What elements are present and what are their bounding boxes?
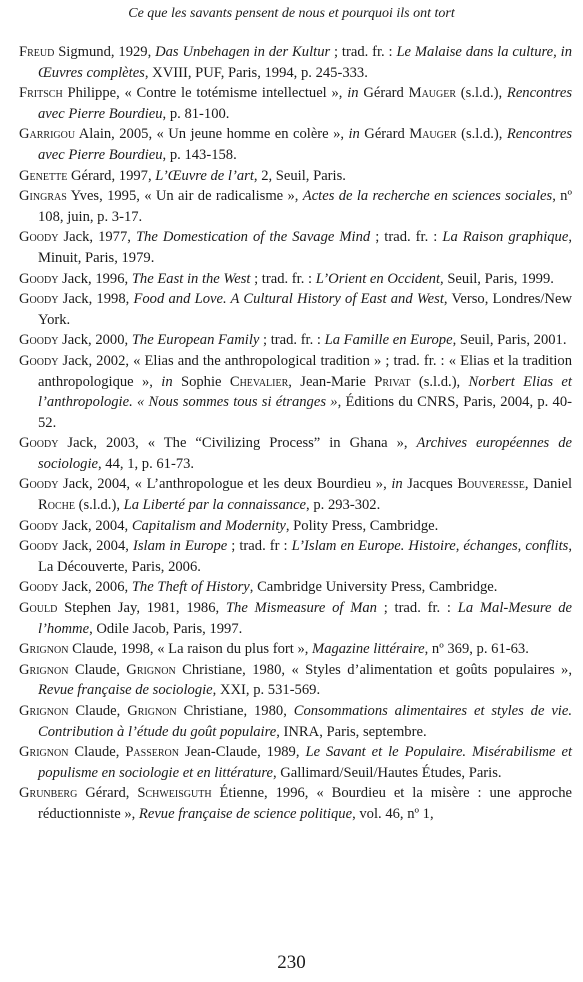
bibliography-entry: Garrigou Alain, 2005, « Un jeune homme en colère », in Gérard Mauger (s.l.d.), Rencontres avec Pierre Bourdieu, p. 143-158. [19, 126, 572, 163]
bibliography-entry: Freud Sigmund, 1929, Das Unbehagen in der Kultur ; trad. fr. : Le Malaise dans la culture, in Œuvres complètes, XVIII, PUF, Paris, 1994, p. 245-333. [19, 44, 572, 81]
bibliography-entry: Grunberg Gérard, Schweisguth Étienne, 1996, « Bourdieu et la misère : une approche réductionniste », Revue française de science politique, vol. 46, nº 1, [19, 785, 572, 822]
bibliography-entry: Goody Jack, 2002, « Elias and the anthropological tradition » ; trad. fr. : « Elias et la tradition anthropologique », in Sophie Chevalier, Jean-Marie Privat (s.l.d.), Norbert Elias et l’anthropologie. « Nous sommes tous si étranges », Éditions du CNRS, Paris, 2004, p. 40-52. [19, 352, 572, 431]
bibliography-entry: Fritsch Philippe, « Contre le totémisme intellectuel », in Gérard Mauger (s.l.d.), Rencontres avec Pierre Bourdieu, p. 81-100. [19, 85, 573, 122]
bibliography-entry: Goody Jack, 1998, Food and Love. A Cultural History of East and West, Verso, Londres/New York. [19, 291, 572, 328]
bibliography-entry: Goody Jack, 1977, The Domestication of the Savage Mind ; trad. fr. : La Raison graphique, Minuit, Paris, 1979. [19, 229, 572, 266]
bibliography-entry: Goody Jack, 2004, Capitalism and Modernity, Polity Press, Cambridge. [19, 517, 439, 534]
bibliography-entry: Grignon Claude, 1998, « La raison du plus fort », Magazine littéraire, nº 369, p. 61-63. [19, 641, 529, 658]
bibliography-entry: Gingras Yves, 1995, « Un air de radicalisme », Actes de la recherche en sciences sociales, nº 108, juin, p. 3-17. [19, 188, 572, 225]
bibliography-entry: Goody Jack, 2004, « L’anthropologue et les deux Bourdieu », in Jacques Bouveresse, Daniel Roche (s.l.d.), La Liberté par la connaissance, p. 293-302. [19, 476, 572, 514]
bibliography-entry: Goody Jack, 2004, Islam in Europe ; trad. fr : L’Islam en Europe. Histoire, échanges, conflits, La Découverte, Paris, 2006. [19, 538, 572, 575]
page-number: 230 [277, 952, 306, 973]
bibliography-entry: Gould Stephen Jay, 1981, 1986, The Mismeasure of Man ; trad. fr. : La Mal-Mesure de l’homme, Odile Jacob, Paris, 1997. [19, 600, 573, 637]
bibliography-entry: Grignon Claude, Passeron Jean-Claude, 1989, Le Savant et le Populaire. Misérabilisme et populisme en sociologie et en littérature, Gallimard/Seuil/Hautes Études, Paris. [19, 744, 572, 781]
bibliography-entry: Goody Jack, 1996, The East in the West ; trad. fr. : L’Orient en Occident, Seuil, Paris, 1999. [19, 270, 554, 287]
bibliography-entry: Grignon Claude, Grignon Christiane, 1980, « Styles d’alimentation et goûts populaires », Revue française de sociologie, XXI, p. 531-569. [19, 661, 572, 699]
bibliography-list [19, 42, 572, 825]
bibliography-entry: Goody Jack, 2003, « The “Civilizing Process” in Ghana », Archives européennes de sociologie, 44, 1, p. 61-73. [19, 435, 572, 472]
bibliography-entry: Grignon Claude, Grignon Christiane, 1980, Consommations alimentaires et styles de vie. Contribution à l’étude du goût populaire, INRA, Paris, septembre. [19, 703, 572, 740]
running-header: Ce que les savants pensent de nous et pourquoi ils ont tort [128, 6, 455, 21]
bibliography-entry: Goody Jack, 2000, The European Family ; trad. fr. : La Famille en Europe, Seuil, Paris, 2001. [19, 332, 567, 349]
bibliography-entry: Genette Gérard, 1997, L’Œuvre de l’art, 2, Seuil, Paris. [19, 167, 346, 184]
bibliography-entry: Goody Jack, 2006, The Theft of History, Cambridge University Press, Cambridge. [19, 579, 498, 596]
